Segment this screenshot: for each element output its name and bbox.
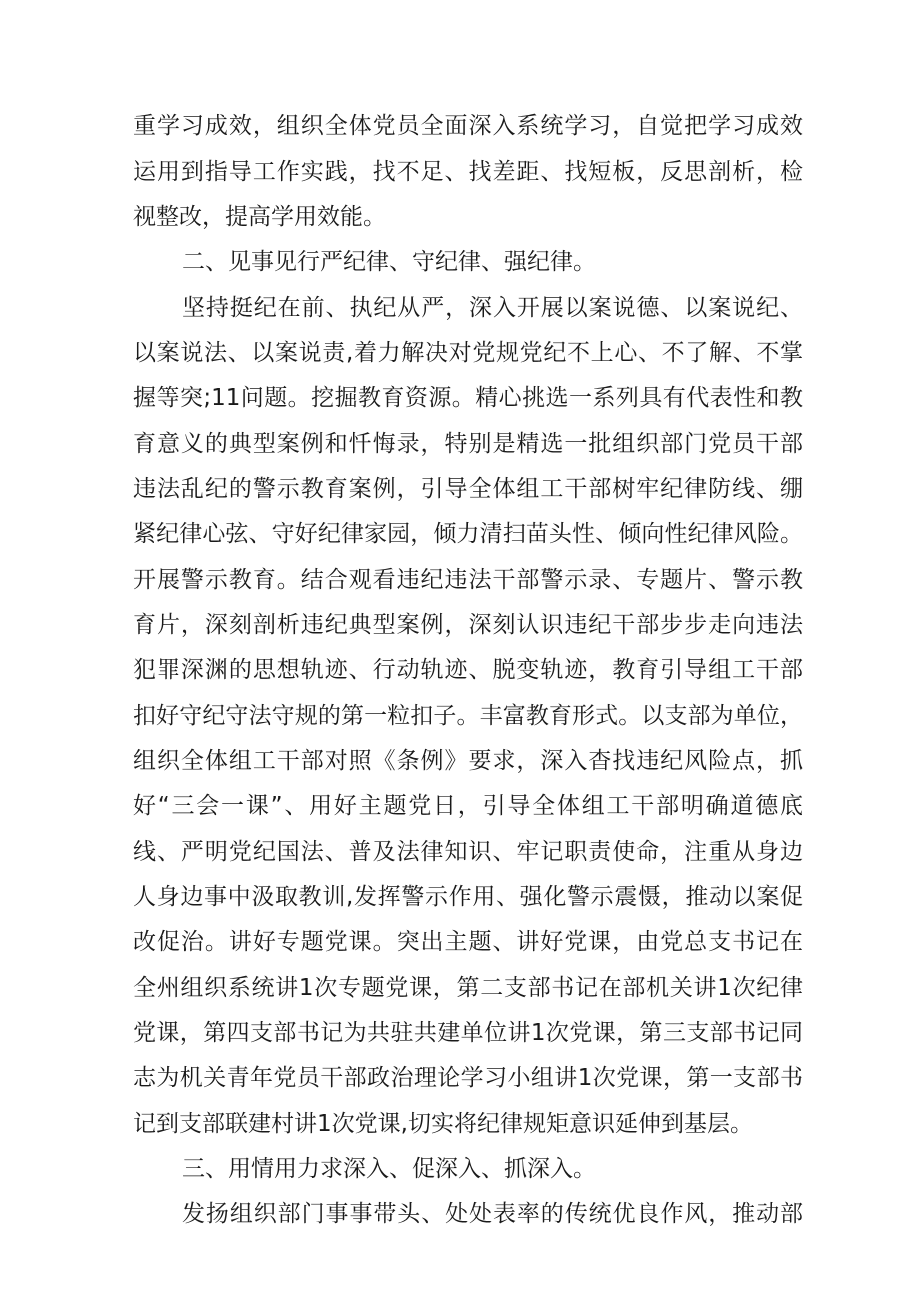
text-line: 视整改，提高学用效能。 (133, 204, 386, 230)
text-line: 党课，第四支部书记为共驻共建单位讲1次党课，第三支部书记同 (133, 1020, 803, 1046)
text-line: 人身边事中汲取教训,发挥警示作用、强化警示震慑，推动以案促 (133, 884, 803, 910)
text-line: 改促治。讲好专题党课。突出主题、讲好党课，由党总支书记在 (133, 929, 803, 955)
text-line: 扣好守纪守法守规的第一粒扣子。丰富教育形式。以支部为单位， (133, 703, 803, 729)
text-line: 违法乱纪的警示教育案例，引导全体组工干部树牢纪律防线、绷 (133, 476, 803, 502)
text-line: 犯罪深渊的思想轨迹、行动轨迹、脱变轨迹，教育引导组工干部 (133, 657, 803, 683)
text-line: 开展警示教育。结合观看违纪违法干部警示录、专题片、警示教 (133, 567, 803, 593)
text-line: 全州组织系统讲1次专题党课，第二支部书记在部机关讲1次纪律 (133, 975, 803, 1001)
text-line: 紧纪律心弦、守好纪律家园，倾力清扫苗头性、倾向性纪律风险。 (133, 521, 803, 547)
text-line: 坚持挺纪在前、执纪从严，深入开展以案说德、以案说纪、 (182, 295, 803, 321)
text-line: 好“三会一课”、用好主题党日，引导全体组工干部明确道德底 (133, 793, 803, 819)
section-heading: 二、见事见行严纪律、守纪律、强纪律。 (182, 249, 596, 275)
text-line: 组织全体组工干部对照《条例》要求，深入杳找违纪风险点，抓 (133, 748, 803, 774)
text-line: 育片，深刻剖析违纪典型案例，深刻认识违纪干部步步走向违法 (133, 612, 803, 638)
text-line: 记到支部联建村讲1次党课,切实将纪律规矩意识延伸到基层。 (133, 1111, 753, 1137)
text-line: 握等突;11问题。挖掘教育资源。精心挑选一系列具有代表性和教 (133, 385, 803, 411)
text-line: 发扬组织部门事事带头、处处表率的传统优良作风，推动部 (182, 1201, 803, 1227)
text-line: 重学习成效，组织全体党员全面深入系统学习，自觉把学习成效 (133, 113, 803, 139)
text-line: 线、严明党纪国法、普及法律知识、牢记职责使命，注重从身边 (133, 839, 803, 865)
text-line: 运用到指导工作实践，找不足、找差距、找短板，反思剖析，检 (133, 159, 803, 185)
text-line: 育意义的典型案例和忏悔录，特别是精选一批组织部门党员干部 (133, 431, 803, 457)
text-line: 以案说法、以案说责,着力解决对党规党纪不上心、不了解、不掌 (133, 340, 803, 366)
section-heading: 三、用情用力求深入、促深入、抓深入。 (182, 1156, 596, 1182)
text-line: 志为机关青年党员干部政治理论学习小组讲1次党课，第一支部书 (133, 1065, 803, 1091)
